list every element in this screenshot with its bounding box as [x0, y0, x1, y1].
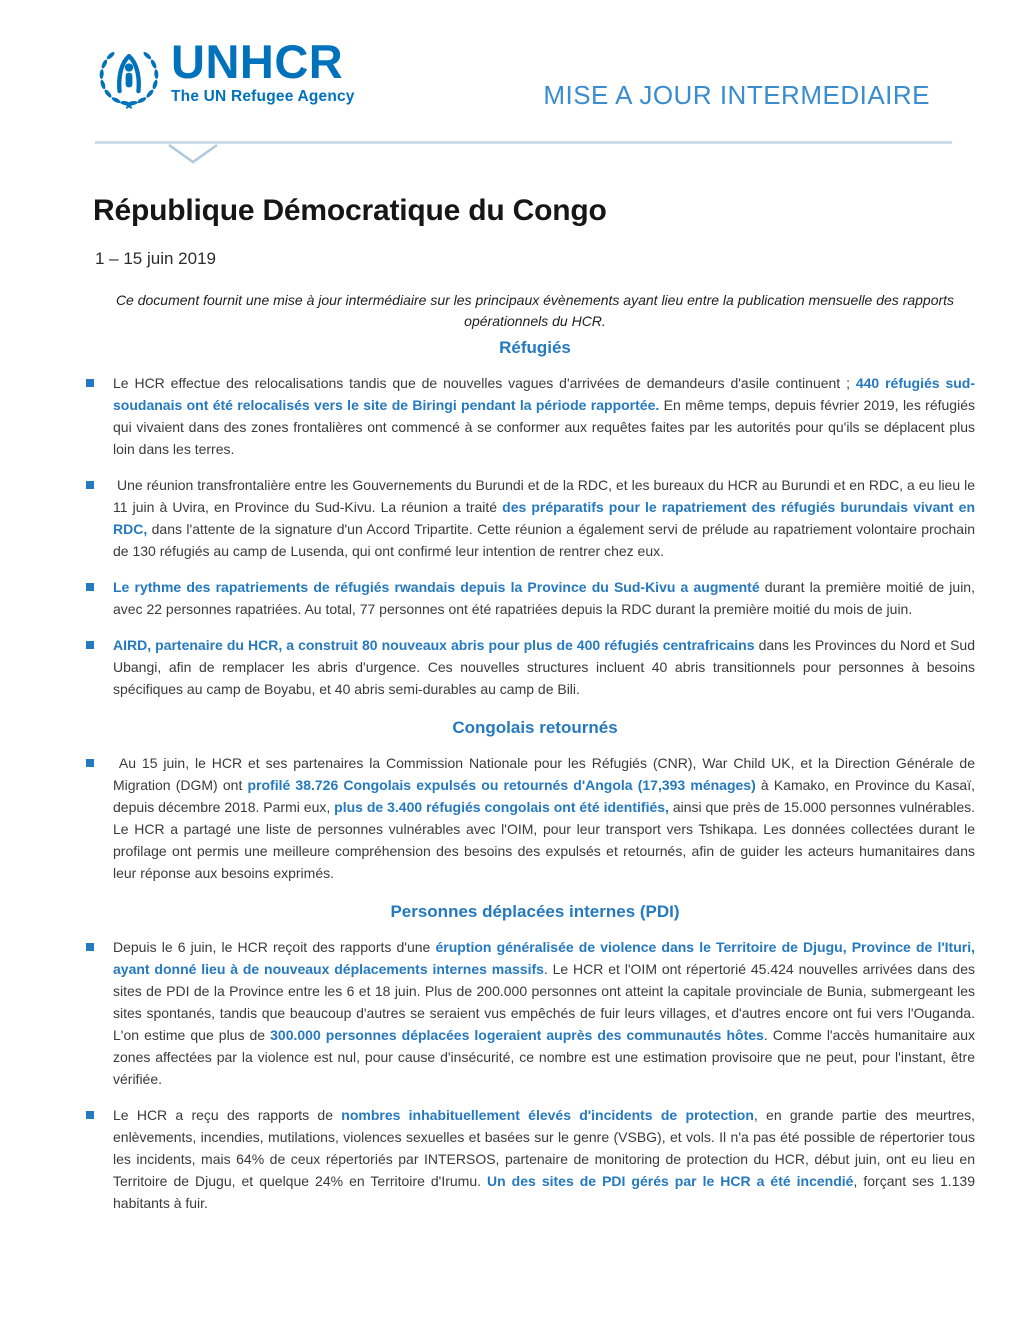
bullet-text — [113, 372, 975, 460]
bullet-square-icon — [86, 641, 94, 649]
sections — [86, 338, 975, 1228]
bullet-text — [113, 474, 975, 562]
date-range: 1 – 15 juin 2019 — [95, 249, 216, 268]
doc-type-label: MISE A JOUR INTERMEDIAIRE — [543, 80, 930, 110]
bullet-text — [113, 936, 975, 1090]
text-segment: Le HCR effectue des relocalisations tandis que de nouvelles vagues d'arrivées de demandeurs d'asile continuent ; — [113, 375, 856, 391]
bullet-square-icon — [86, 943, 94, 951]
bullet-item — [86, 576, 975, 620]
text-segment: En même temps, depuis février 2019, les réfugiés qui vivaient dans des zones frontalières ont commencé à se conformer aux requêtes faites par les autorités pour qu'ils se déplacent plus loin dans les terres. — [113, 397, 975, 457]
text-segment: à Kamako, en Province du Kasaï, depuis décembre 2018. Parmi eux, — [113, 777, 975, 815]
highlight-segment: nombres inhabituellement élevés d'incidents de protection — [341, 1107, 754, 1123]
bullet-text — [113, 576, 975, 620]
highlight-segment: AIRD, partenaire du HCR, a construit 80 nouveaux abris pour plus de 400 réfugiés centrafricains — [113, 637, 755, 653]
text-segment: . Le HCR et l'OIM ont répertorié 45.424 nouvelles arrivées dans des sites de PDI de la Province entre les 6 et 18 juin. Plus de 200.000 personnes ont atteint la capitale provinciale de Bunia, submergeant les sites spontanés, tandis que beaucoup d'autres se seraient vus empêchés de fuir leurs villages, et d'autres encore ont fui vers l'Ouganda. L'on estime que plus de — [113, 961, 975, 1043]
page-header — [95, 35, 930, 112]
bullet-square-icon — [86, 759, 94, 767]
chevron-down-icon — [167, 143, 219, 167]
text-segment: Depuis le 6 juin, le HCR reçoit des rapports d'une — [113, 939, 436, 955]
highlight-segment: Le rythme des rapatriements de réfugiés rwandais depuis la Province du Sud-Kivu a augmenté — [113, 579, 760, 595]
text-segment: Au 15 juin, le HCR et ses partenaires la Commission Nationale pour les Réfugiés (CNR), War Child UK, et la Direction Générale de Migration (DGM) ont — [113, 755, 975, 793]
text-segment: ainsi que près de 15.000 personnes vulnérables. Le HCR a partagé une liste de personnes vulnérables avec l'OIM, pour leur transport vers Tshikapa. Les données collectées durant le profilage ont permis une meilleure compréhension des besoins des expulsés et retournés, afin de guider les acteurs humanitaires dans leur réponse aux besoins exprimés. — [113, 799, 976, 881]
text-segment: dans les Provinces du Nord et Sud Ubangi, afin de remplacer les abris d'urgence. Ces nouvelles structures incluent 40 abris transitionnels pour personnes à besoins spécifiques au camp de Boyabu, et 40 abris semi-durables au camp de Bili. — [113, 637, 975, 697]
text-segment: Le HCR a reçu des rapports de — [113, 1107, 342, 1123]
bullet-item — [86, 474, 975, 562]
text-segment: , forçant ses 1.139 habitants à fuir. — [113, 1173, 976, 1211]
bullet-text — [113, 634, 975, 700]
highlight-segment: éruption généralisée de violence dans le Territoire de Djugu, Province de l'Ituri, ayant donné lieu à de nouveaux déplacements internes massifs — [113, 939, 975, 977]
section-heading: Réfugiés — [499, 338, 571, 357]
bullet-square-icon — [86, 1111, 94, 1119]
text-segment: Une réunion transfrontalière entre les Gouvernements du Burundi et de la RDC, et les bureaux du HCR au Burundi et en RDC, a eu lieu le 11 juin à Uvira, en Province du Sud-Kivu. La réunion a traité — [113, 477, 975, 515]
bullet-item — [86, 752, 975, 884]
highlight-segment: profilé 38.726 Congolais expulsés ou retournés d'Angola (17,393 ménages) — [247, 777, 756, 793]
text-segment: durant la première moitié de juin, avec 22 personnes rapatriées. Au total, 77 personnes ont été rapatriées depuis la RDC durant la première moitié du mois de juin. — [113, 579, 975, 617]
highlight-segment: 440 réfugiés sud-soudanais ont été relocalisés vers le site de Biringi pendant la période rapportée. — [113, 375, 975, 413]
highlight-segment: Un des sites de PDI gérés par le HCR a été incendié — [487, 1173, 854, 1189]
bullet-text — [113, 752, 975, 884]
bullet-item — [86, 936, 975, 1090]
text-segment: dans l'attente de la signature d'un Accord Tripartite. Cette réunion a également servi de prélude au rapatriement volontaire prochain de 130 réfugiés au camp de Lusenda, qui ont confirmé leur intention de rentrer chez eux. — [113, 521, 975, 559]
bullet-item — [86, 634, 975, 700]
bullet-item — [86, 372, 975, 460]
text-segment: . Comme l'accès humanitaire aux zones affectées par la violence est nul, pour cause d'insécurité, ce nombre est une estimation provisoire que ne peut, pour l'instant, être vérifiée. — [113, 1027, 975, 1087]
bullet-square-icon — [86, 481, 94, 489]
section-heading: Personnes déplacées internes (PDI) — [390, 902, 680, 921]
bullet-item — [86, 1104, 975, 1214]
highlight-segment: plus de 3.400 réfugiés congolais ont été identifiés, — [334, 799, 669, 815]
logo-brand: UNHCR — [171, 35, 344, 88]
highlight-segment: des préparatifs pour le rapatriement des réfugiés burundais vivant en RDC, — [113, 499, 975, 537]
unhcr-logo — [95, 35, 355, 112]
highlight-segment: 300.000 personnes déplacées logeraient auprès des communautés hôtes — [270, 1027, 764, 1043]
intro-paragraph: Ce document fournit une mise à jour intermédiaire sur les principaux évènements ayant lieu entre la publication mensuelle des rapports opérationnels du HCR. — [115, 292, 955, 329]
header-divider — [95, 141, 952, 144]
bullet-square-icon — [86, 583, 94, 591]
bullet-text — [113, 1104, 975, 1214]
bullet-square-icon — [86, 379, 94, 387]
text-segment: , en grande partie des meurtres, enlèvements, incendies, mutilations, violences sexuelles et basées sur le genre (VSBG), et vols. Il n'a pas été possible de répertorier tous les incidents, mais 64% de ceux répertoriés par INTERSOS, partenaire de monitoring de protection du HCR, début juin, ont eu lieu en Territoire de Djugu, et quelque 24% en Territoire d'Irumu. — [113, 1107, 975, 1189]
page-title: République Démocratique du Congo — [93, 194, 607, 227]
logo-tagline: The UN Refugee Agency — [171, 87, 355, 105]
section-heading: Congolais retournés — [452, 718, 618, 737]
unhcr-emblem-icon — [95, 40, 163, 112]
